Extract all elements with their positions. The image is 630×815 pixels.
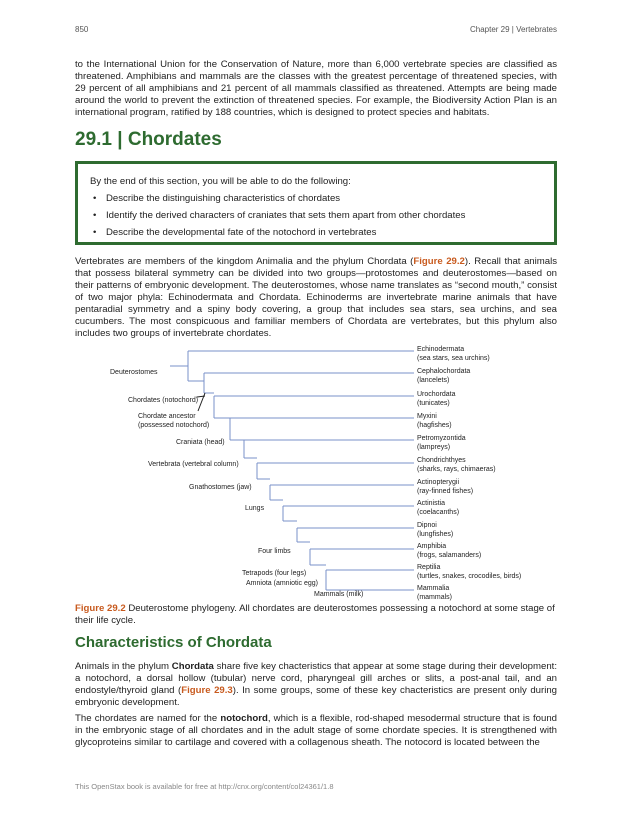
chordata-intro-paragraph: Vertebrates are members of the kingdom Animalia and the phylum Chordata (Figure 29.2). Recall that animals that possess bilateral symmetry can be divided into two groups—protostomes and deuterostomes—based on their patterns of embryonic development. The deuterostomes, whose name translates as “second mouth,” consist of two major phyla: Echinodermata and Chordata. Echinoderms are invertebrate marine animals that have pentaradial symmetry and a spiny body covering, a group that includes sea stars, sea urchins, and sea cucumbers. The most conspicuous and familiar members of Chordata are vertebrates, but this phylum also includes two groups of invertebrate chordates. <box>75 256 558 339</box>
node-label-gnathostomes: Gnathostomes (jaw) <box>189 484 252 491</box>
taxon-name: Cephalochordata <box>417 368 471 375</box>
taxon-common-name: (sharks, rays, chimaeras) <box>417 466 496 473</box>
notochord-paragraph: The chordates are named for the notochord, which is a flexible, rod-shaped mesodermal structure that is found in the embryonic stage of all chordates and in the adult stage of some chordate species. It is strengthened with glycoproteins similar to cartilage and covered with a collagenous sheath. The notocord is located between the <box>75 713 557 748</box>
node-label-four-limbs: Four limbs <box>258 548 291 555</box>
taxon-common-name: (turtles, snakes, crocodiles, birds) <box>417 573 522 580</box>
objective-item: • Describe the distinguishing characteristics of chordates <box>93 193 341 204</box>
bullet-icon: • <box>93 193 97 204</box>
taxon-name: Reptilia <box>417 564 441 571</box>
node-label-mammals-milk: Mammals (milk) <box>314 591 364 598</box>
characteristics-paragraph: Animals in the phylum Chordata share five key chacteristics that appear at some stage during their development: a notochord, a dorsal hollow (tubular) nerve cord, pharyngeal gill arches or slits, a post-anal tail, and an endostyle/thyroid gland (Figure 29.3). In some groups, some of these key chacteristics are present only during embryonic development. <box>75 661 558 708</box>
node-label-chordates: Chordates (notochord) <box>128 397 199 404</box>
node-label-deuterostomes: Deuterostomes <box>110 369 158 376</box>
taxon-common-name: (tunicates) <box>417 400 450 407</box>
figure-link[interactable]: Figure 29.3 <box>181 685 233 696</box>
ancestor-pointer <box>198 393 205 411</box>
node-label-lungs: Lungs <box>245 505 265 512</box>
taxon-common-name: (coelacanths) <box>417 509 460 516</box>
taxon-name: Amphibia <box>417 543 447 550</box>
tree-branches <box>170 351 414 590</box>
taxon-name: Urochordata <box>417 391 456 398</box>
taxon-name: Dipnoi <box>417 522 437 529</box>
taxon-common-name: (lampreys) <box>417 444 451 451</box>
taxon-name: Mammalia <box>417 585 450 592</box>
taxon-name: Echinodermata <box>417 346 465 353</box>
objective-item: • Identify the derived characters of craniates that sets them apart from other chordates <box>93 210 466 221</box>
node-label-amniota: Amniota (amniotic egg) <box>246 580 318 587</box>
taxon-labels <box>417 346 521 601</box>
taxon-name: Myxini <box>417 413 437 420</box>
figure-caption: Figure 29.2 Deuterostome phylogeny. All chordates are deuterostomes possessing a notochord at some stage of their life cycle. <box>75 603 555 626</box>
taxon-name: Actinistia <box>417 500 446 507</box>
node-label-craniata: Craniata (head) <box>176 439 225 446</box>
intro-paragraph: to the International Union for the Conservation of Nature, more than 6,000 vertebrate species are classified as threatened. Amphibians and mammals are the classes with the greatest percentage of threatened species, with 29 percent of all amphibians and 21 percent of all mammals classified as threatened. Attempts are being made around the world to prevent the extinction of threatened species. For example, the Biodiversity Action Plan is an international program, ratified by 188 countries, which is designed to protect species and habitats. <box>75 59 557 118</box>
taxon-name: Chondrichthyes <box>417 457 466 464</box>
chapter-title: Chapter 29 | Vertebrates <box>469 25 557 34</box>
taxon-name: Actinopterygii <box>417 479 460 486</box>
subsection-title: Characteristics of Chordata <box>75 634 272 651</box>
taxon-common-name: (frogs, salamanders) <box>417 552 482 559</box>
taxon-common-name: (ray-finned fishes) <box>417 488 474 495</box>
page-footer: This OpenStax book is available for free at http://cnx.org/content/col24361/1.8 <box>75 782 334 791</box>
taxon-name: Petromyzontida <box>417 435 466 442</box>
bullet-icon: • <box>93 210 97 221</box>
figure-link[interactable]: Figure 29.2 <box>413 256 465 267</box>
taxon-common-name: (mammals) <box>417 594 452 601</box>
bullet-icon: • <box>93 227 97 238</box>
objective-item: • Describe the developmental fate of the notochord in vertebrates <box>93 227 377 238</box>
taxon-common-name: (lancelets) <box>417 377 450 384</box>
figure-label: Figure 29.2 <box>75 603 126 614</box>
taxon-common-name: (lungfishes) <box>417 531 454 538</box>
node-label-vertebrata: Vertebrata (vertebral column) <box>148 461 239 468</box>
taxon-common-name: (sea stars, sea urchins) <box>417 355 490 362</box>
taxon-common-name: (hagfishes) <box>417 422 452 429</box>
page-number: 850 <box>75 25 89 34</box>
section-title: 29.1 | Chordates <box>75 129 222 150</box>
node-label-tetrapods: Tetrapods (four legs) <box>242 570 307 577</box>
node-label-ancestor-note: (possessed notochord) <box>138 422 210 429</box>
node-label-ancestor: Chordate ancestor <box>138 413 196 420</box>
objectives-intro: By the end of this section, you will be able to do the following: <box>90 176 351 187</box>
